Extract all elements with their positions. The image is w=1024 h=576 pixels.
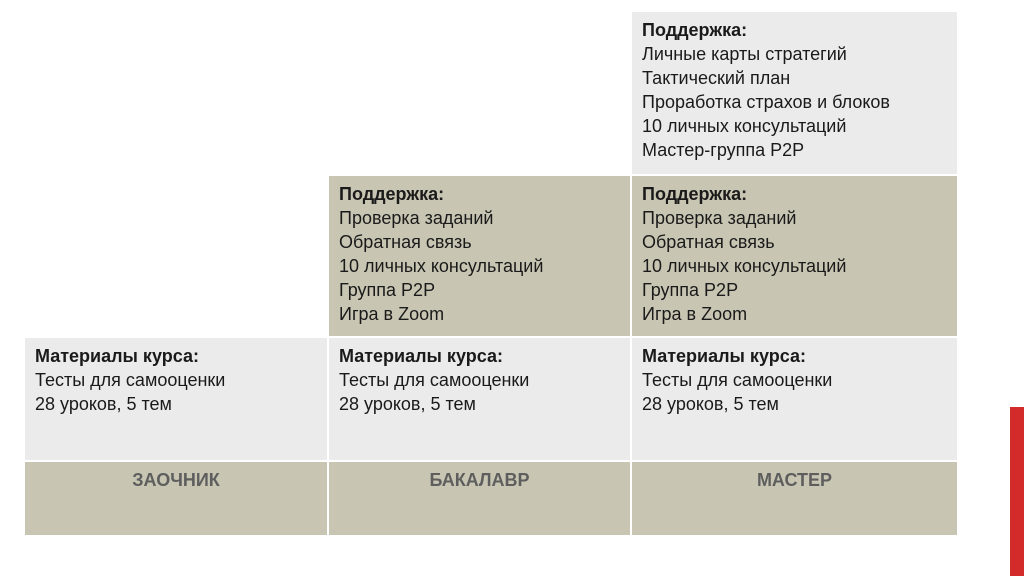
support-heading: Поддержка: xyxy=(642,184,748,204)
support-item: 10 личных консультаций xyxy=(339,256,544,276)
bachelor-materials-cell xyxy=(329,338,630,460)
correspondent-materials-cell xyxy=(25,338,327,460)
master-premium-support-cell xyxy=(632,12,957,174)
support-item: Личные карты стратегий xyxy=(642,44,847,64)
materials-heading: Материалы курса: xyxy=(339,346,503,366)
master-support-cell xyxy=(632,176,957,336)
support-item: Игра в Zoom xyxy=(339,304,445,324)
materials-item: Тесты для самооценки xyxy=(642,370,833,390)
tier-master: МАСТЕР xyxy=(632,462,957,535)
support-heading: Поддержка: xyxy=(339,184,445,204)
materials-heading: Материалы курса: xyxy=(35,346,199,366)
tier-correspondent: ЗАОЧНИК xyxy=(25,462,327,535)
support-item: 10 личных консультаций xyxy=(642,116,847,136)
support-item: Игра в Zoom xyxy=(642,304,748,324)
support-item: Группа P2P xyxy=(339,280,436,300)
master-materials-cell xyxy=(632,338,957,460)
materials-item: 28 уроков, 5 тем xyxy=(339,394,476,414)
bachelor-support-cell xyxy=(329,176,630,336)
support-item: 10 личных консультаций xyxy=(642,256,847,276)
support-item: Проверка заданий xyxy=(642,208,797,228)
tier-bachelor: БАКАЛАВР xyxy=(329,462,630,535)
support-item: Обратная связь xyxy=(642,232,775,252)
support-item: Проработка страхов и блоков xyxy=(642,92,890,112)
support-item: Группа P2P xyxy=(642,280,739,300)
accent-bar xyxy=(1010,407,1024,576)
support-item: Тактический план xyxy=(642,68,791,88)
support-item: Проверка заданий xyxy=(339,208,494,228)
materials-item: Тесты для самооценки xyxy=(339,370,530,390)
materials-item: Тесты для самооценки xyxy=(35,370,226,390)
support-item: Обратная связь xyxy=(339,232,472,252)
materials-item: 28 уроков, 5 тем xyxy=(642,394,779,414)
materials-heading: Материалы курса: xyxy=(642,346,806,366)
support-heading: Поддержка: xyxy=(642,20,748,40)
materials-item: 28 уроков, 5 тем xyxy=(35,394,172,414)
support-item: Мастер-группа P2P xyxy=(642,140,805,160)
